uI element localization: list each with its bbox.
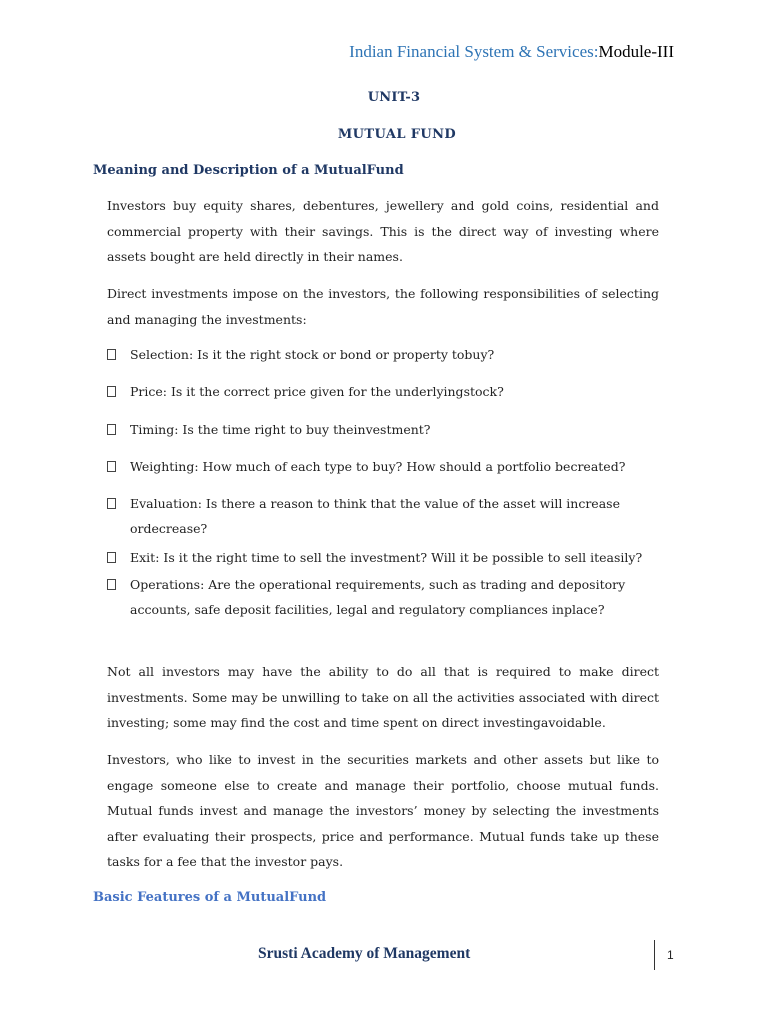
page-header [349, 42, 674, 62]
footer-institution: Srusti Academy of Management [258, 945, 471, 962]
section-heading-meaning: Meaning and Description of a MutualFund [93, 163, 404, 178]
bullet-box-icon [107, 424, 116, 435]
bullet-text: Timing: Is the time right to buy theinvestment? [130, 422, 431, 437]
paragraph-investor-ability: Not all investors may have the ability to do all that is required to make direct investments. Some may be unwilling to take on all the activities associated with direct investing; some may find the cost and time spent on direct investingavoidable. [107, 664, 659, 730]
bullet-box-icon [107, 349, 116, 360]
header-module: Module-III [598, 42, 674, 61]
bullet-item [107, 380, 659, 405]
bullet-box-icon [107, 498, 116, 509]
bullet-item [107, 455, 659, 480]
bullet-item [107, 573, 659, 622]
bullet-box-icon [107, 579, 116, 590]
bullet-text: Price: Is it the correct price given for the underlyingstock? [130, 384, 504, 399]
header-course-title: Indian Financial System & Services: [349, 42, 599, 61]
bullet-box-icon [107, 461, 116, 472]
bullet-text: Weighting: How much of each type to buy? How should a portfolio becreated? [130, 459, 626, 474]
bullet-item [107, 492, 659, 541]
unit-label: UNIT-3 [367, 90, 421, 105]
paragraph-mutual-funds: Investors, who like to invest in the securities markets and other assets but like to engage someone else to create and manage their portfolio, choose mutual funds. Mutual funds invest and manage the investors’ money by selecting the investments after evaluating their prospects, price and performance. Mutual funds take up these tasks for a fee that the investor pays. [107, 752, 659, 869]
section-heading-basic-features: Basic Features of a MutualFund [93, 890, 327, 905]
bullet-box-icon [107, 386, 116, 397]
chapter-title: MUTUAL FUND [337, 127, 457, 142]
paragraph-direct-investing: Investors buy equity shares, debentures, jewellery and gold coins, residential and commercial property with their savings. This is the direct way of investing where assets bought are held directly in their names. [107, 198, 659, 264]
bullet-box-icon [107, 552, 116, 563]
bullet-item [107, 343, 659, 368]
bullet-item [107, 418, 659, 443]
paragraph-responsibilities: Direct investments impose on the investors, the following responsibilities of selecting and managing the investments: [107, 286, 659, 327]
footer-divider [654, 940, 655, 970]
bullet-text: Operations: Are the operational requirements, such as trading and depository accounts, safe deposit facilities, legal and regulatory compliances inplace? [130, 577, 626, 617]
bullet-text: Selection: Is it the right stock or bond or property tobuy? [130, 347, 495, 362]
bullet-text: Exit: Is it the right time to sell the investment? Will it be possible to sell iteasily? [130, 550, 643, 565]
bullet-text: Evaluation: Is there a reason to think that the value of the asset will increase ordecrease? [130, 496, 620, 536]
page-number: 1 [667, 948, 674, 962]
bullet-item [107, 546, 659, 571]
